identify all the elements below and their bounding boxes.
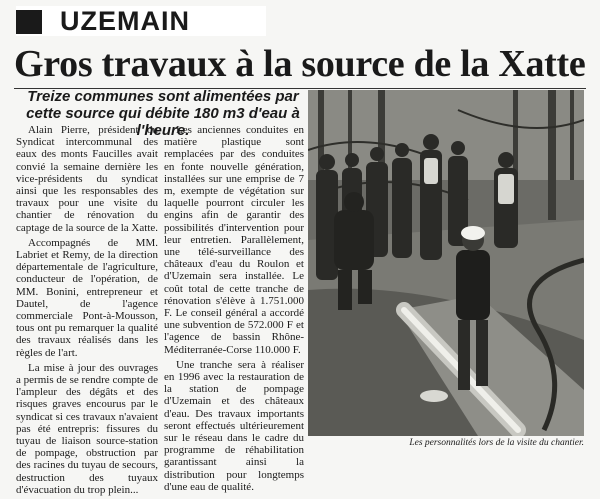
paragraph: La mise à jour des ouvrages a permis de se rendre compte de l'ampleur des dégâts et des risques graves encourus par le syndicat si ces travaux n'avaient pas été entrepris: fissures du tuyau de liaison source-station de pompage, obstruction par des racines du tuyau de secours, destruction des tuyaux d'évacuation du trop plein... xyxy=(16,361,158,496)
section-title: UZEMAIN xyxy=(60,6,190,36)
subhead: Treize communes sont alimentées par cette source qui débite 180 m3 d'eau à l'heure. xyxy=(26,88,300,139)
article-column-2 xyxy=(164,124,304,496)
headline: Gros travaux à la source de la Xatte xyxy=(14,43,586,85)
paragraph: Une tranche sera à réaliser en 1996 avec la restauration de la station de pompage d'Uzemain et des châteaux d'eau. Des travaux importants seront effectués ultérieurement sur le réseau dans le cadre du programme de réhabilitation garantissant ainsi la distribution pour longtemps d'une eau de qualité. xyxy=(164,358,304,493)
paragraph: Les anciennes conduites en matière plastique sont remplacées par des conduites en fonte nouvelle génération, installées sur une emprise de 7 m, exempte de végétation sur laquelle pourront circuler les engins afin de garantir des possibilités d'intervention pour leur entretien. Parallèlement, une télé-surveillance des châteaux d'eau du Roulon et d'Uzemain sera installée. Le coût total de cette tranche de rénovation s'élève à 1.751.000 F. Le conseil général a accordé une subvention de 572.000 F et l'agence de bassin Rhône-Méditerranée-Corse 110.000 F. xyxy=(164,124,304,356)
article-column-1 xyxy=(16,124,158,499)
site-visit-photo xyxy=(308,90,584,436)
photo-caption: Les personnalités lors de la visite du chantier. xyxy=(409,438,584,448)
paragraph: Accompagnés de MM. Labriet et Remy, de la direction départementale de l'agriculture, conducteur de l'opération, de MM. Bonini, entrepreneur et Dautel, de l'agence commerciale Pont-à-Mousson, tous ont pu remarquer la qualité des travaux réalisés dans les règles de l'art. xyxy=(16,236,158,359)
section-banner xyxy=(16,6,266,36)
paragraph: Alain Pierre, président du Syndicat intercommunal des eaux des monts Faucilles avait convié la semaine dernière les vice-présidents du syndicat ainsi que les responsables des travaux pour une visite du chantier de rénovation du captage de la source de la Xatte. xyxy=(16,124,159,234)
